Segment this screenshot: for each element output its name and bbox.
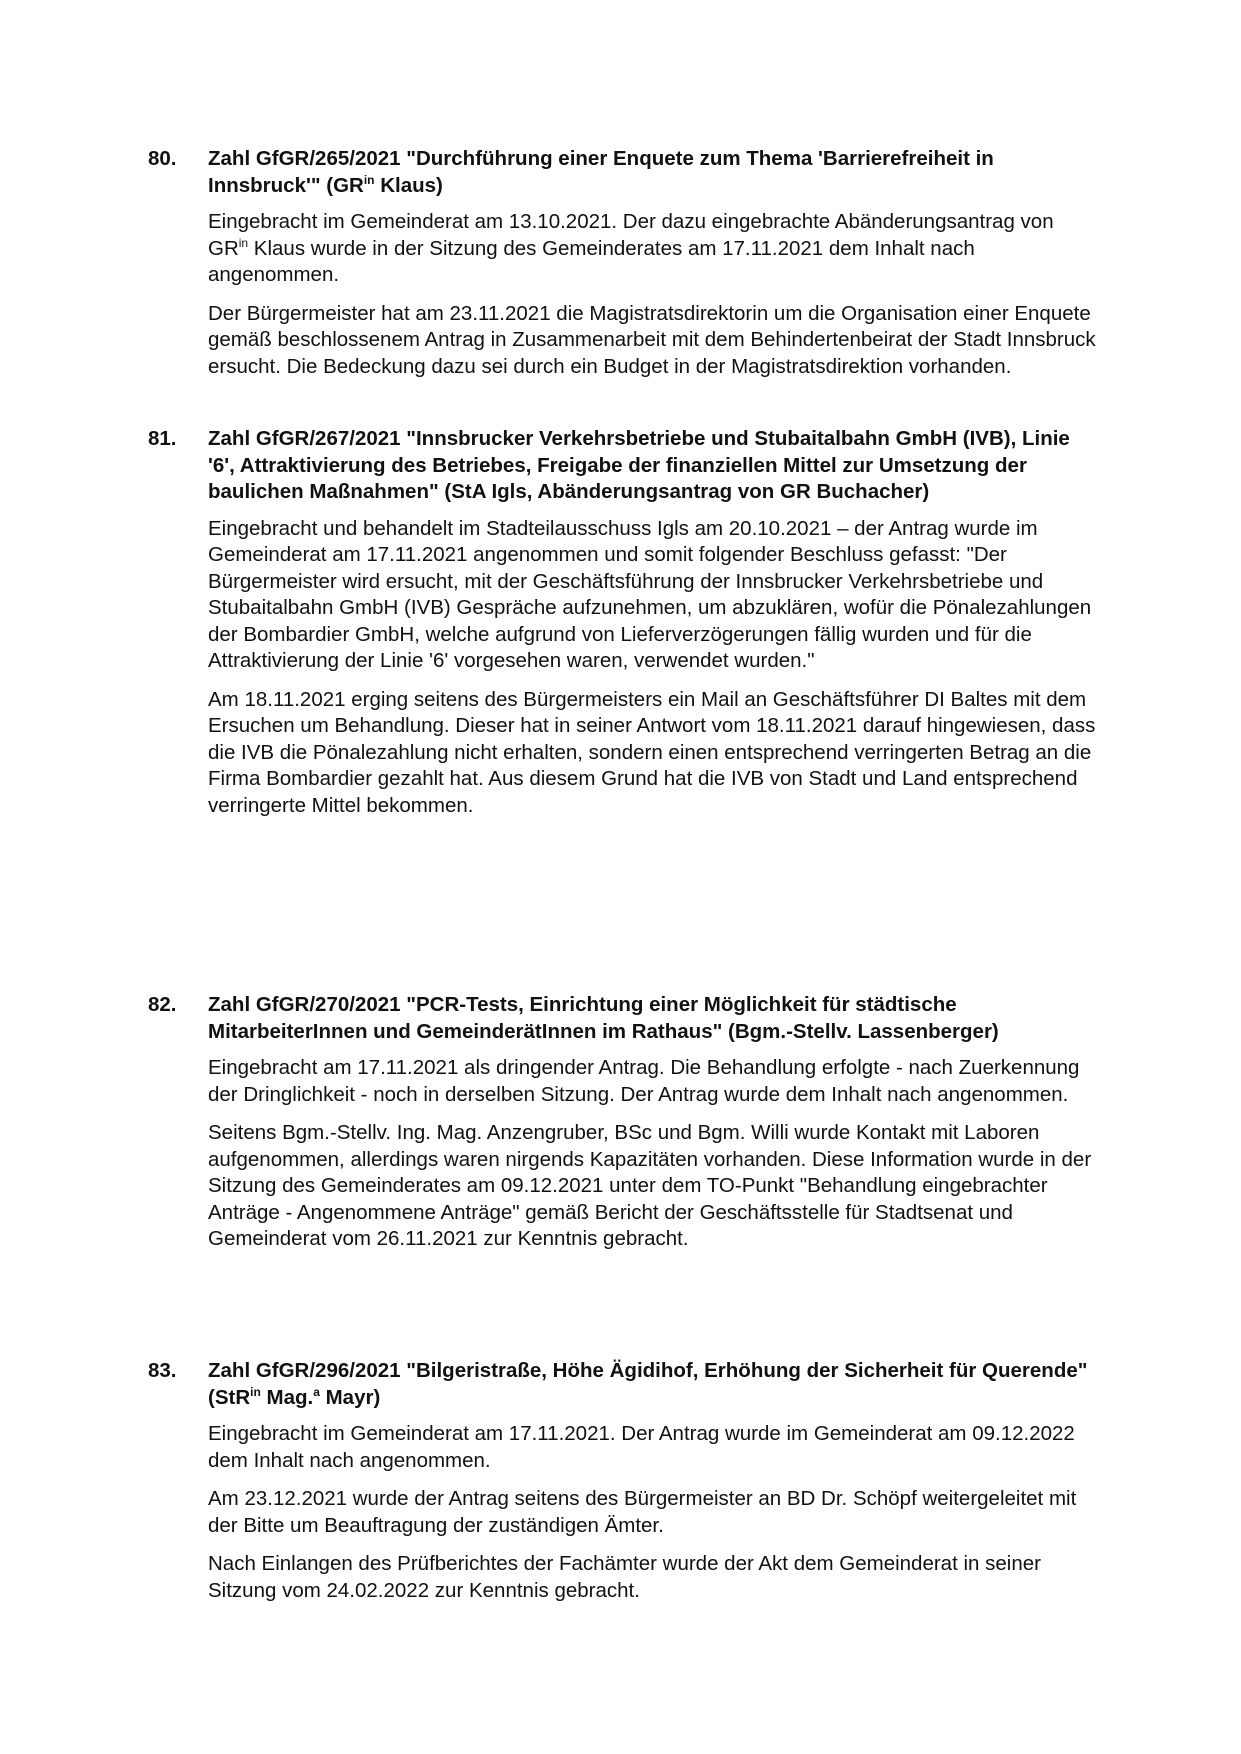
item-number: 80. xyxy=(148,147,177,170)
item-number: 83. xyxy=(148,1359,177,1382)
agenda-item-81 xyxy=(148,426,1098,831)
item-number: 81. xyxy=(148,427,177,450)
paragraph-superscript: in xyxy=(238,235,249,250)
paragraph: Am 18.11.2021 erging seitens des Bürgermeisters ein Mail an Geschäftsführer DI Baltes mit dem Ersuchen um Behandlung. Dieser hat in seiner Antwort vom 18.11.2021 darauf hingewiesen, dass die IVB die Pönalezahlung nicht erhalten, sondern einen entsprechend verringerten Betrag an die Firma Bombardier gezahlt hat. Aus diesem Grund hat die IVB von Stadt und Land entsprechend verringerte Mittel bekommen. xyxy=(208,687,1096,817)
paragraph: Eingebracht im Gemeinderat am 17.11.2021. Der Antrag wurde im Gemeinderat am 09.12.2022 dem Inhalt nach angenommen. xyxy=(208,1422,1075,1472)
paragraph-text: Eingebracht im Gemeinderat am 13.10.2021. Der dazu eingebrachte Abänderungsantrag von GR xyxy=(208,210,1054,260)
item-title-text: Zahl GfGR/296/2021 "Bilgeristraße, Höhe Ägidihof, Erhöhung der Sicherheit für Querende" (StR xyxy=(208,1359,1088,1409)
item-heading xyxy=(148,146,1098,199)
paragraph: Eingebracht und behandelt im Stadteilausschuss Igls am 20.10.2021 – der Antrag wurde im Gemeinderat am 17.11.2021 angenommen und somit folgender Beschluss gefasst: "Der Bürgermeister wird ersucht, mit der Geschäftsführung der Innsbrucker Verkehrsbetriebe und Stubaitalbahn GmbH (IVB) Gespräche aufzunehmen, um abzuklären, wofür die Pönalezahlungen der Bombardier GmbH, welche aufgrund von Lieferverzögerungen fällig wurden und für die Attraktivierung der Linie '6' vorgesehen waren, verwendet wurden." xyxy=(208,516,1092,672)
paragraph: Seitens Bgm.-Stellv. Ing. Mag. Anzengruber, BSc und Bgm. Willi wurde Kontakt mit Laboren aufgenommen, allerdings waren nirgends Kapazitäten vorhanden. Diese Information wurde in der Sitzung des Gemeinderates am 09.12.2021 unter dem TO-Punkt "Behandlung eingebrachter Anträge - Angenommene Anträge" gemäß Bericht der Geschäftsstelle für Stadtsenat und Gemeinderat vom 26.11.2021 zur Kenntnis gebracht. xyxy=(208,1121,1092,1250)
title-superscript: in xyxy=(363,172,375,187)
item-body xyxy=(208,1055,1098,1253)
paragraph: Eingebracht am 17.11.2021 als dringender Antrag. Die Behandlung erfolgte - nach Zuerkennung der Dringlichkeit - noch in derselben Sitzung. Der Antrag wurde dem Inhalt nach angenommen. xyxy=(208,1056,1080,1106)
paragraph: Der Bürgermeister hat am 23.11.2021 die Magistratsdirektorin um die Organisation einer Enquete gemäß beschlossenem Antrag in Zusammenarbeit mit dem Behindertenbeirat der Stadt Innsbruck ersucht. Die Bedeckung dazu sei durch ein Budget in der Magistratsdirektion vorhanden. xyxy=(208,301,1096,378)
item-heading xyxy=(148,426,1098,506)
item-title-text: Zahl GfGR/265/2021 "Durchführung einer Enquete zum Thema 'Barrierefreiheit in Innsbruck'" (GR xyxy=(208,147,994,197)
agenda-item-82 xyxy=(148,992,1098,1265)
item-title: Zahl GfGR/270/2021 "PCR-Tests, Einrichtung einer Möglichkeit für städtische MitarbeiterInnen und GemeinderätInnen im Rathaus" (Bgm.-Stellv. Lassenberger) xyxy=(208,993,999,1043)
agenda-item-83 xyxy=(148,1358,1098,1616)
paragraph xyxy=(208,209,1098,289)
paragraph: Nach Einlangen des Prüfberichtes der Fachämter wurde der Akt dem Gemeinderat in seiner Sitzung vom 24.02.2022 zur Kenntnis gebracht. xyxy=(208,1552,1041,1602)
item-title-text-end: Mayr) xyxy=(319,1385,381,1409)
title-superscript: in xyxy=(250,1384,261,1399)
item-title-text-end: Klaus) xyxy=(374,173,443,197)
item-title: Zahl GfGR/267/2021 "Innsbrucker Verkehrsbetriebe und Stubaitalbahn GmbH (IVB), Linie '6', Attraktivierung des Betriebes, Freigabe der finanziellen Mittel zur Umsetzung der baulichen Maßnahmen" (StA Igls, Abänderungsantrag von GR Buchacher) xyxy=(208,427,1070,503)
title-superscript-2: a xyxy=(313,1384,320,1399)
item-title-text-mid: Mag. xyxy=(260,1385,314,1409)
item-body xyxy=(208,209,1098,380)
item-body xyxy=(208,1421,1098,1604)
item-title xyxy=(208,1358,1098,1411)
item-heading xyxy=(148,1358,1098,1411)
item-title xyxy=(208,146,1098,199)
item-body xyxy=(208,516,1098,820)
item-heading xyxy=(148,992,1098,1045)
item-number: 82. xyxy=(148,993,177,1016)
paragraph-text-end: Klaus wurde in der Sitzung des Gemeinderates am 17.11.2021 dem Inhalt nach angenommen. xyxy=(208,236,975,286)
agenda-item-80 xyxy=(148,146,1098,392)
paragraph: Am 23.12.2021 wurde der Antrag seitens des Bürgermeister an BD Dr. Schöpf weitergeleitet mit der Bitte um Beauftragung der zuständigen Ämter. xyxy=(208,1487,1077,1537)
